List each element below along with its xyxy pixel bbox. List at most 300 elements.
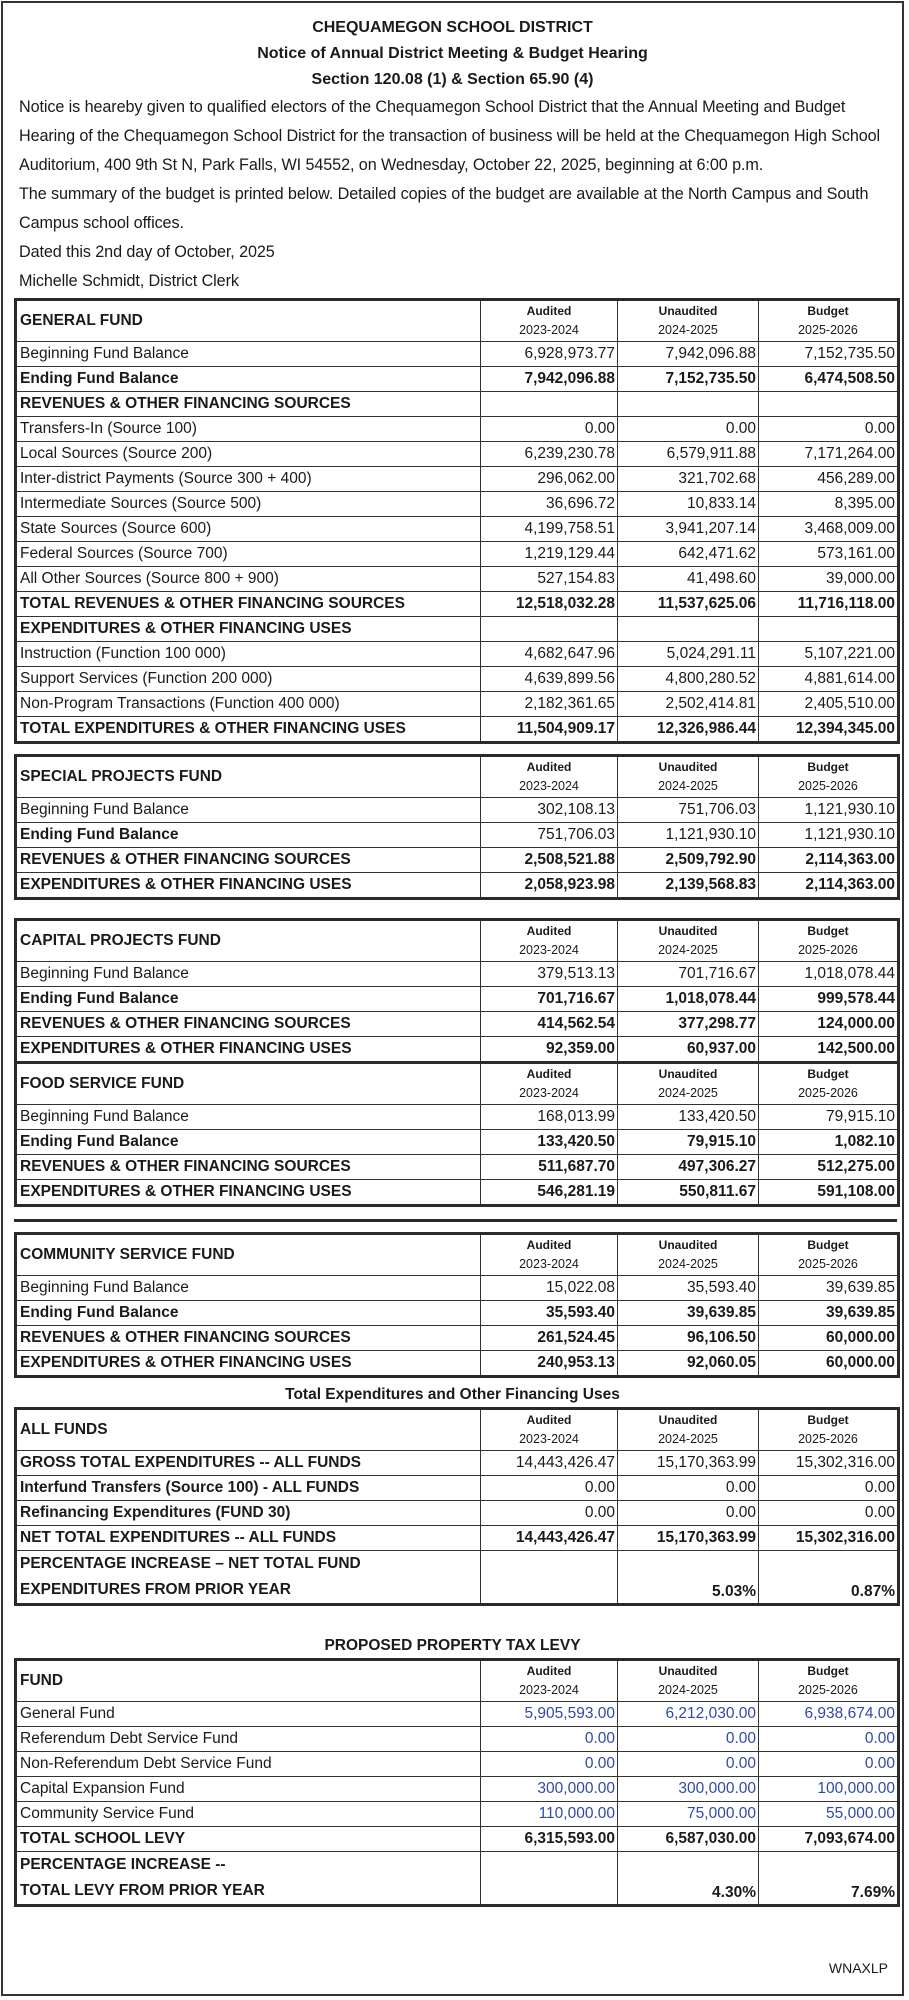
row-label: Non-Program Transactions (Function 400 000) bbox=[16, 692, 481, 717]
column-year: 2024-2025 bbox=[658, 1257, 718, 1271]
row-value: 8,395.00 bbox=[759, 492, 899, 517]
fund-title: GENERAL FUND bbox=[16, 300, 481, 342]
table-row bbox=[16, 1012, 899, 1037]
row-label: EXPENDITURES & OTHER FINANCING USES bbox=[16, 1180, 481, 1206]
table-header-row bbox=[16, 1234, 899, 1276]
table-row bbox=[16, 1105, 899, 1130]
row-label: REVENUES & OTHER FINANCING SOURCES bbox=[16, 1012, 481, 1037]
row-value bbox=[759, 617, 899, 642]
row-value: 5,905,593.00 bbox=[481, 1702, 618, 1727]
row-value: 999,578.44 bbox=[759, 987, 899, 1012]
row-value: 497,306.27 bbox=[618, 1155, 759, 1180]
table-row bbox=[16, 717, 899, 743]
column-year: 2024-2025 bbox=[658, 779, 718, 793]
row-value: 36,696.72 bbox=[481, 492, 618, 517]
table-row bbox=[16, 798, 899, 823]
row-value: 142,500.00 bbox=[759, 1037, 899, 1063]
row-value: 1,219,129.44 bbox=[481, 542, 618, 567]
table-row bbox=[16, 592, 899, 617]
row-value: 0.00 bbox=[759, 1476, 899, 1501]
column-year: 2024-2025 bbox=[658, 943, 718, 957]
footer-code: WNAXLP bbox=[828, 1960, 888, 1976]
row-value: 321,702.68 bbox=[618, 467, 759, 492]
row-value: 4,199,758.51 bbox=[481, 517, 618, 542]
row-value: 7,152,735.50 bbox=[759, 342, 899, 367]
row-value: 60,000.00 bbox=[759, 1351, 899, 1377]
table-header-row bbox=[16, 300, 899, 342]
column-header bbox=[481, 1234, 618, 1276]
row-value: 1,018,078.44 bbox=[618, 987, 759, 1012]
row-label: Ending Fund Balance bbox=[16, 1130, 481, 1155]
table-row bbox=[16, 1130, 899, 1155]
row-value: 573,161.00 bbox=[759, 542, 899, 567]
row-value: 3,468,009.00 bbox=[759, 517, 899, 542]
row-label: Refinancing Expenditures (FUND 30) bbox=[16, 1501, 481, 1526]
column-header bbox=[481, 1409, 618, 1451]
row-value: 15,302,316.00 bbox=[759, 1451, 899, 1476]
column-status: Unaudited bbox=[658, 924, 718, 938]
column-status: Audited bbox=[526, 304, 572, 318]
column-year: 2025-2026 bbox=[798, 1086, 858, 1100]
row-value bbox=[618, 617, 759, 642]
table-row bbox=[16, 1752, 899, 1777]
row-value: 701,716.67 bbox=[618, 962, 759, 987]
row-value: 300,000.00 bbox=[618, 1777, 759, 1802]
row-label: EXPENDITURES & OTHER FINANCING USES bbox=[16, 1351, 481, 1377]
column-year: 2023-2024 bbox=[519, 1086, 579, 1100]
column-status: Budget bbox=[807, 1067, 849, 1081]
row-value: 0.00 bbox=[481, 1752, 618, 1777]
row-value: 0.00 bbox=[759, 1727, 899, 1752]
row-value: 15,302,316.00 bbox=[759, 1526, 899, 1551]
column-header bbox=[618, 1063, 759, 1105]
table-row bbox=[16, 392, 899, 417]
row-value: 15,170,363.99 bbox=[618, 1526, 759, 1551]
food-service-fund-table bbox=[3, 1061, 902, 1207]
column-year: 2025-2026 bbox=[798, 779, 858, 793]
row-label: TOTAL EXPENDITURES & OTHER FINANCING USES bbox=[16, 717, 481, 743]
row-value: 0.00 bbox=[481, 1727, 618, 1752]
table-header-row bbox=[16, 1660, 899, 1702]
row-value: 377,298.77 bbox=[618, 1012, 759, 1037]
row-label: All Other Sources (Source 800 + 900) bbox=[16, 567, 481, 592]
row-value: 0.00 bbox=[618, 417, 759, 442]
row-label: Inter-district Payments (Source 300 + 400) bbox=[16, 467, 481, 492]
row-value: 11,716,118.00 bbox=[759, 592, 899, 617]
table-row bbox=[16, 517, 899, 542]
row-label: General Fund bbox=[16, 1702, 481, 1727]
row-value: 1,121,930.10 bbox=[759, 798, 899, 823]
row-label: REVENUES & OTHER FINANCING SOURCES bbox=[16, 1155, 481, 1180]
row-value: 4,881,614.00 bbox=[759, 667, 899, 692]
notice-paragraph-2: The summary of the budget is printed below. Detailed copies of the budget are available at the North Campus and South Campus school offices. bbox=[19, 185, 869, 232]
table-header-row bbox=[16, 920, 899, 962]
column-status: Unaudited bbox=[658, 304, 718, 318]
row-value: 511,687.70 bbox=[481, 1155, 618, 1180]
table-row bbox=[16, 987, 899, 1012]
special-projects-fund-table bbox=[3, 754, 902, 900]
row-value: 261,524.45 bbox=[481, 1326, 618, 1351]
table-row bbox=[16, 567, 899, 592]
row-label-line: TOTAL LEVY FROM PRIOR YEAR bbox=[20, 1882, 265, 1899]
column-year: 2023-2024 bbox=[519, 323, 579, 337]
row-value: 4,639,899.56 bbox=[481, 667, 618, 692]
table-row bbox=[16, 848, 899, 873]
row-value: 79,915.10 bbox=[759, 1105, 899, 1130]
row-label: Beginning Fund Balance bbox=[16, 798, 481, 823]
column-header bbox=[618, 1660, 759, 1702]
table-row bbox=[16, 617, 899, 642]
row-label: Community Service Fund bbox=[16, 1802, 481, 1827]
row-value: 701,716.67 bbox=[481, 987, 618, 1012]
table-row bbox=[16, 1276, 899, 1301]
notice-paragraph-1: Notice is heareby given to qualified electors of the Chequamegon School District that the Annual Meeting and Budget Hearing of the Chequamegon School District for the transaction of business will be held at the Chequamegon High School Auditorium, 400 9th St N, Park Falls, WI 54552, on Wednesday, October 22, 2025, beginning at 6:00 p.m. bbox=[19, 98, 881, 174]
row-value: 60,000.00 bbox=[759, 1326, 899, 1351]
row-value: 3,941,207.14 bbox=[618, 517, 759, 542]
row-value: 0.00 bbox=[618, 1501, 759, 1526]
row-label: Transfers-In (Source 100) bbox=[16, 417, 481, 442]
row-value: 2,502,414.81 bbox=[618, 692, 759, 717]
row-value: 642,471.62 bbox=[618, 542, 759, 567]
row-value: 6,212,030.00 bbox=[618, 1702, 759, 1727]
row-value: 6,474,508.50 bbox=[759, 367, 899, 392]
table-row bbox=[16, 542, 899, 567]
row-value: 35,593.40 bbox=[618, 1276, 759, 1301]
row-value: 302,108.13 bbox=[481, 798, 618, 823]
column-status: Audited bbox=[526, 1067, 572, 1081]
row-value: 39,639.85 bbox=[618, 1301, 759, 1326]
column-year: 2024-2025 bbox=[658, 323, 718, 337]
table-row bbox=[16, 692, 899, 717]
row-label: EXPENDITURES & OTHER FINANCING USES bbox=[16, 1037, 481, 1063]
column-header bbox=[759, 756, 899, 798]
column-year: 2025-2026 bbox=[798, 1432, 858, 1446]
row-value: 546,281.19 bbox=[481, 1180, 618, 1206]
column-status: Unaudited bbox=[658, 760, 718, 774]
tax-levy-title: PROPOSED PROPERTY TAX LEVY bbox=[324, 1637, 581, 1654]
table-row bbox=[16, 342, 899, 367]
row-value: 1,018,078.44 bbox=[759, 962, 899, 987]
row-label: Federal Sources (Source 700) bbox=[16, 542, 481, 567]
table-row bbox=[16, 1501, 899, 1526]
row-value: 591,108.00 bbox=[759, 1180, 899, 1206]
table-row bbox=[16, 1476, 899, 1501]
row-label: NET TOTAL EXPENDITURES -- ALL FUNDS bbox=[16, 1526, 481, 1551]
table-row bbox=[16, 1702, 899, 1727]
table-row bbox=[16, 442, 899, 467]
percentage-value: 7.69% bbox=[759, 1852, 899, 1906]
row-value: 7,171,264.00 bbox=[759, 442, 899, 467]
percentage-value: 0.87% bbox=[759, 1551, 899, 1605]
row-value: 60,937.00 bbox=[618, 1037, 759, 1063]
row-value: 6,928,973.77 bbox=[481, 342, 618, 367]
table-row bbox=[16, 1326, 899, 1351]
row-value: 2,508,521.88 bbox=[481, 848, 618, 873]
row-label-line: PERCENTAGE INCREASE -- bbox=[20, 1856, 226, 1873]
row-value bbox=[759, 392, 899, 417]
row-label: REVENUES & OTHER FINANCING SOURCES bbox=[16, 1326, 481, 1351]
row-value: 0.00 bbox=[759, 417, 899, 442]
row-value bbox=[481, 392, 618, 417]
column-year: 2023-2024 bbox=[519, 1683, 579, 1697]
row-value: 75,000.00 bbox=[618, 1802, 759, 1827]
row-value: 7,942,096.88 bbox=[481, 367, 618, 392]
column-header bbox=[618, 756, 759, 798]
district-title: CHEQUAMEGON SCHOOL DISTRICT bbox=[312, 19, 593, 36]
column-status: Audited bbox=[526, 1238, 572, 1252]
row-value: 0.00 bbox=[759, 1752, 899, 1777]
column-year: 2023-2024 bbox=[519, 779, 579, 793]
row-value: 751,706.03 bbox=[618, 798, 759, 823]
table-row bbox=[16, 1802, 899, 1827]
table-row bbox=[16, 1451, 899, 1476]
table-header-row bbox=[16, 1063, 899, 1105]
tax-levy-table bbox=[3, 1658, 902, 1907]
row-label: Beginning Fund Balance bbox=[16, 342, 481, 367]
column-year: 2025-2026 bbox=[798, 1257, 858, 1271]
column-status: Audited bbox=[526, 1664, 572, 1678]
row-value: 0.00 bbox=[481, 1476, 618, 1501]
row-label: Instruction (Function 100 000) bbox=[16, 642, 481, 667]
row-label: Beginning Fund Balance bbox=[16, 962, 481, 987]
row-label: REVENUES & OTHER FINANCING SOURCES bbox=[16, 848, 481, 873]
row-value: 550,811.67 bbox=[618, 1180, 759, 1206]
table-row bbox=[16, 823, 899, 848]
percentage-value bbox=[481, 1852, 618, 1906]
row-value: 0.00 bbox=[481, 1501, 618, 1526]
row-label: TOTAL SCHOOL LEVY bbox=[16, 1827, 481, 1852]
row-value: 55,000.00 bbox=[759, 1802, 899, 1827]
row-value: 133,420.50 bbox=[618, 1105, 759, 1130]
column-header bbox=[481, 756, 618, 798]
table-row bbox=[16, 873, 899, 899]
row-value: 168,013.99 bbox=[481, 1105, 618, 1130]
row-value: 92,359.00 bbox=[481, 1037, 618, 1063]
column-year: 2025-2026 bbox=[798, 943, 858, 957]
row-label: Beginning Fund Balance bbox=[16, 1105, 481, 1130]
column-status: Unaudited bbox=[658, 1067, 718, 1081]
row-value: 10,833.14 bbox=[618, 492, 759, 517]
column-year: 2024-2025 bbox=[658, 1432, 718, 1446]
column-status: Unaudited bbox=[658, 1413, 718, 1427]
column-status: Audited bbox=[526, 760, 572, 774]
table-row bbox=[16, 1155, 899, 1180]
fund-title: CAPITAL PROJECTS FUND bbox=[16, 920, 481, 962]
column-header bbox=[759, 1409, 899, 1451]
row-value bbox=[618, 392, 759, 417]
row-value: 100,000.00 bbox=[759, 1777, 899, 1802]
row-value: 0.00 bbox=[759, 1501, 899, 1526]
table-header-row bbox=[16, 756, 899, 798]
table-row bbox=[16, 1727, 899, 1752]
row-value: 296,062.00 bbox=[481, 467, 618, 492]
row-value: 12,326,986.44 bbox=[618, 717, 759, 743]
column-year: 2023-2024 bbox=[519, 943, 579, 957]
fund-title: COMMUNITY SERVICE FUND bbox=[16, 1234, 481, 1276]
table-row bbox=[16, 367, 899, 392]
row-value: 0.00 bbox=[618, 1476, 759, 1501]
column-header bbox=[759, 300, 899, 342]
column-status: Unaudited bbox=[658, 1664, 718, 1678]
column-header bbox=[618, 1234, 759, 1276]
column-header bbox=[618, 920, 759, 962]
row-value: 5,107,221.00 bbox=[759, 642, 899, 667]
column-status: Budget bbox=[807, 924, 849, 938]
table-row bbox=[16, 1827, 899, 1852]
row-value: 39,000.00 bbox=[759, 567, 899, 592]
column-year: 2024-2025 bbox=[658, 1086, 718, 1100]
column-header bbox=[481, 1660, 618, 1702]
row-label: Capital Expansion Fund bbox=[16, 1777, 481, 1802]
column-status: Budget bbox=[807, 760, 849, 774]
row-label: Referendum Debt Service Fund bbox=[16, 1727, 481, 1752]
column-year: 2025-2026 bbox=[798, 1683, 858, 1697]
column-header bbox=[481, 1063, 618, 1105]
table-row bbox=[16, 492, 899, 517]
table-row bbox=[16, 1777, 899, 1802]
row-value: 240,953.13 bbox=[481, 1351, 618, 1377]
row-value: 6,587,030.00 bbox=[618, 1827, 759, 1852]
row-label: Support Services (Function 200 000) bbox=[16, 667, 481, 692]
row-label: Interfund Transfers (Source 100) - ALL FUNDS bbox=[16, 1476, 481, 1501]
column-status: Budget bbox=[807, 304, 849, 318]
row-label: EXPENDITURES & OTHER FINANCING USES bbox=[16, 873, 481, 899]
row-value: 12,394,345.00 bbox=[759, 717, 899, 743]
row-value: 6,938,674.00 bbox=[759, 1702, 899, 1727]
table-row bbox=[16, 1526, 899, 1551]
table-row bbox=[16, 1351, 899, 1377]
row-value: 39,639.85 bbox=[759, 1276, 899, 1301]
row-value: 7,942,096.88 bbox=[618, 342, 759, 367]
row-value: 110,000.00 bbox=[481, 1802, 618, 1827]
column-status: Budget bbox=[807, 1238, 849, 1252]
percentage-increase-row bbox=[16, 1551, 899, 1605]
column-header bbox=[759, 920, 899, 962]
row-value: 4,800,280.52 bbox=[618, 667, 759, 692]
row-label: Local Sources (Source 200) bbox=[16, 442, 481, 467]
row-value: 379,513.13 bbox=[481, 962, 618, 987]
clerk-signature: Michelle Schmidt, District Clerk bbox=[19, 272, 239, 290]
table-row bbox=[16, 417, 899, 442]
percentage-value bbox=[481, 1551, 618, 1605]
row-value: 4,682,647.96 bbox=[481, 642, 618, 667]
row-label: Intermediate Sources (Source 500) bbox=[16, 492, 481, 517]
column-status: Audited bbox=[526, 1413, 572, 1427]
total-expenditures-title: Total Expenditures and Other Financing Uses bbox=[285, 1386, 620, 1403]
table-row bbox=[16, 467, 899, 492]
column-header bbox=[481, 920, 618, 962]
percentage-value: 4.30% bbox=[618, 1852, 759, 1906]
table-row bbox=[16, 1301, 899, 1326]
table-row bbox=[16, 642, 899, 667]
row-value: 2,405,510.00 bbox=[759, 692, 899, 717]
row-label-line: PERCENTAGE INCREASE – NET TOTAL FUND bbox=[20, 1555, 361, 1572]
row-label: Ending Fund Balance bbox=[16, 987, 481, 1012]
fund-title: FUND bbox=[16, 1660, 481, 1702]
column-header bbox=[759, 1234, 899, 1276]
row-value: 0.00 bbox=[618, 1727, 759, 1752]
row-value: 1,121,930.10 bbox=[759, 823, 899, 848]
row-value: 11,537,625.06 bbox=[618, 592, 759, 617]
row-label: Ending Fund Balance bbox=[16, 367, 481, 392]
row-value: 12,518,032.28 bbox=[481, 592, 618, 617]
row-label: Beginning Fund Balance bbox=[16, 1276, 481, 1301]
row-value: 2,058,923.98 bbox=[481, 873, 618, 899]
row-value: 15,170,363.99 bbox=[618, 1451, 759, 1476]
column-year: 2023-2024 bbox=[519, 1432, 579, 1446]
row-label: GROSS TOTAL EXPENDITURES -- ALL FUNDS bbox=[16, 1451, 481, 1476]
row-value: 5,024,291.11 bbox=[618, 642, 759, 667]
row-value: 2,139,568.83 bbox=[618, 873, 759, 899]
fund-title: FOOD SERVICE FUND bbox=[16, 1063, 481, 1105]
all-funds-table bbox=[3, 1407, 902, 1606]
column-status: Budget bbox=[807, 1664, 849, 1678]
column-status: Unaudited bbox=[658, 1238, 718, 1252]
fund-title: ALL FUNDS bbox=[16, 1409, 481, 1451]
row-value: 2,114,363.00 bbox=[759, 848, 899, 873]
row-value: 7,152,735.50 bbox=[618, 367, 759, 392]
row-label: Non-Referendum Debt Service Fund bbox=[16, 1752, 481, 1777]
column-header bbox=[481, 300, 618, 342]
row-value: 92,060.05 bbox=[618, 1351, 759, 1377]
row-value: 41,498.60 bbox=[618, 567, 759, 592]
row-value: 35,593.40 bbox=[481, 1301, 618, 1326]
row-value: 1,082.10 bbox=[759, 1130, 899, 1155]
row-value: 456,289.00 bbox=[759, 467, 899, 492]
general-fund-table bbox=[3, 298, 902, 744]
row-value: 751,706.03 bbox=[481, 823, 618, 848]
row-value: 414,562.54 bbox=[481, 1012, 618, 1037]
row-value: 2,114,363.00 bbox=[759, 873, 899, 899]
community-service-fund-table bbox=[3, 1232, 902, 1378]
table-row bbox=[16, 962, 899, 987]
section-divider bbox=[14, 1219, 897, 1222]
row-value: 2,182,361.65 bbox=[481, 692, 618, 717]
column-header bbox=[618, 1409, 759, 1451]
row-value: 2,509,792.90 bbox=[618, 848, 759, 873]
row-value: 15,022.08 bbox=[481, 1276, 618, 1301]
row-value: 14,443,426.47 bbox=[481, 1526, 618, 1551]
row-value: 6,579,911.88 bbox=[618, 442, 759, 467]
column-year: 2024-2025 bbox=[658, 1683, 718, 1697]
table-row bbox=[16, 667, 899, 692]
notice-subtitle: Notice of Annual District Meeting & Budget Hearing bbox=[257, 45, 648, 62]
row-label: State Sources (Source 600) bbox=[16, 517, 481, 542]
row-label: EXPENDITURES & OTHER FINANCING USES bbox=[16, 617, 481, 642]
row-value: 133,420.50 bbox=[481, 1130, 618, 1155]
row-label bbox=[16, 1551, 481, 1605]
row-label: TOTAL REVENUES & OTHER FINANCING SOURCES bbox=[16, 592, 481, 617]
row-value: 6,315,593.00 bbox=[481, 1827, 618, 1852]
capital-projects-fund-table bbox=[3, 918, 902, 1064]
column-header bbox=[759, 1063, 899, 1105]
table-row bbox=[16, 1037, 899, 1063]
dated-line: Dated this 2nd day of October, 2025 bbox=[19, 243, 275, 261]
row-value: 11,504,909.17 bbox=[481, 717, 618, 743]
notice-frame bbox=[1, 1, 904, 1996]
row-value: 512,275.00 bbox=[759, 1155, 899, 1180]
row-label-line: EXPENDITURES FROM PRIOR YEAR bbox=[20, 1581, 292, 1598]
column-year: 2025-2026 bbox=[798, 323, 858, 337]
percentage-value: 5.03% bbox=[618, 1551, 759, 1605]
row-value: 79,915.10 bbox=[618, 1130, 759, 1155]
row-value: 527,154.83 bbox=[481, 567, 618, 592]
row-value: 1,121,930.10 bbox=[618, 823, 759, 848]
row-label: Ending Fund Balance bbox=[16, 1301, 481, 1326]
table-row bbox=[16, 1180, 899, 1206]
column-header bbox=[618, 300, 759, 342]
row-value bbox=[481, 617, 618, 642]
